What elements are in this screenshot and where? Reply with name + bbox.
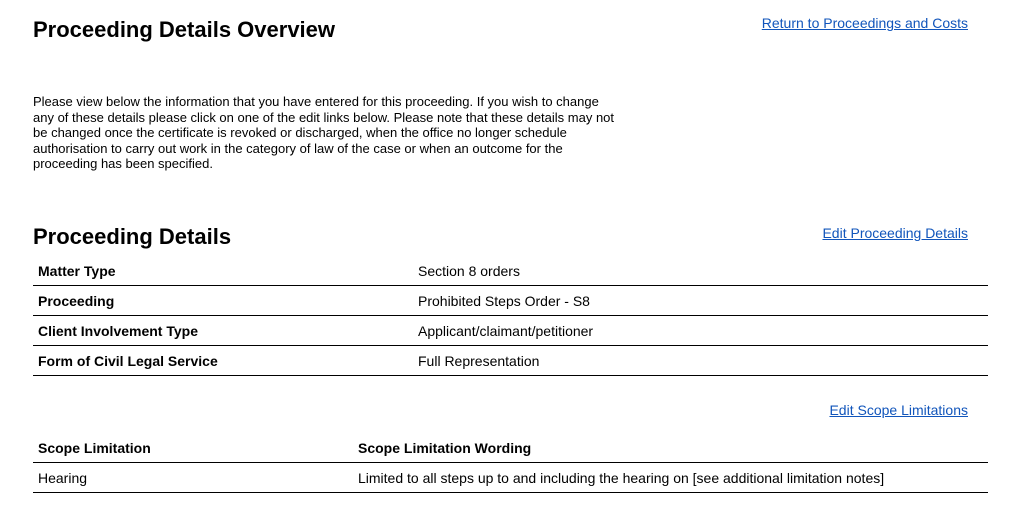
edit-scope-limitations-link[interactable]: Edit Scope Limitations <box>829 402 968 418</box>
table-header-row <box>33 434 988 463</box>
scope-limitation-wording-cell: Limited to all steps up to and including the hearing on [see additional limitation notes] <box>353 463 988 493</box>
return-to-proceedings-link[interactable]: Return to Proceedings and Costs <box>761 15 968 31</box>
table-row <box>33 286 988 316</box>
scope-limitation-wording-header: Scope Limitation Wording <box>353 434 988 463</box>
proceeding-details-table <box>33 256 988 376</box>
client-involvement-type-value: Applicant/claimant/petitioner <box>418 316 988 346</box>
table-row <box>33 346 988 376</box>
scope-limitation-cell: Hearing <box>33 463 353 493</box>
form-of-civil-legal-service-label: Form of Civil Legal Service <box>33 346 418 376</box>
table-row <box>33 316 988 346</box>
proceeding-details-heading: Proceeding Details <box>33 224 232 249</box>
edit-proceeding-details-link[interactable]: Edit Proceeding Details <box>822 225 968 241</box>
table-row <box>33 256 988 286</box>
matter-type-value: Section 8 orders <box>418 256 988 286</box>
scope-limitation-header: Scope Limitation <box>33 434 353 463</box>
page-title: Proceeding Details Overview <box>33 17 336 42</box>
client-involvement-type-label: Client Involvement Type <box>33 316 418 346</box>
intro-text: Please view below the information that you have entered for this proceeding. If you wish to change any of these details please click on one of the edit links below. Please note that these details may not be changed once the certificate is revoked or discharged, when the office no longer schedule authorisation to carry out work in the category of law of the case or when an outcome for the proceeding has been specified. <box>33 94 615 171</box>
table-row <box>33 463 988 493</box>
form-of-civil-legal-service-value: Full Representation <box>418 346 988 376</box>
proceeding-label: Proceeding <box>33 286 418 316</box>
scope-limitations-table <box>33 434 988 493</box>
proceeding-value: Prohibited Steps Order - S8 <box>418 286 988 316</box>
matter-type-label: Matter Type <box>33 256 418 286</box>
